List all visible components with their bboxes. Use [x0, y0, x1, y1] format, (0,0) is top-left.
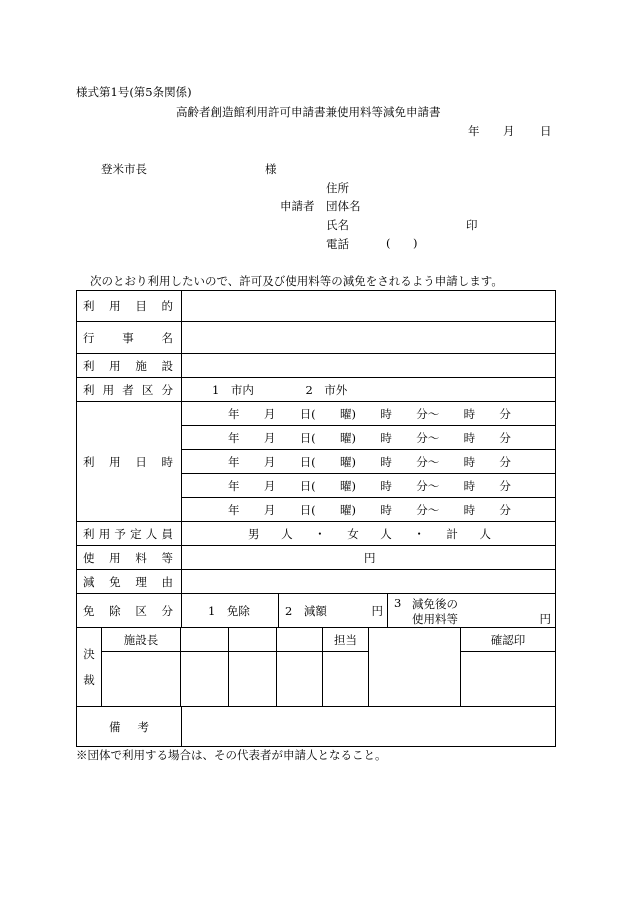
date-year: 年 — [468, 124, 480, 138]
label-fee: 使 用 料 等 — [77, 546, 182, 570]
fee-field[interactable] — [182, 546, 556, 570]
confirm-seal-header: 確認印 — [461, 628, 556, 652]
datetime-row[interactable]: 年 月 日( 曜) 時 分～ 時 分 — [182, 402, 556, 426]
exemption-field[interactable] — [182, 594, 556, 628]
label-datetime: 利 用 日 時 — [77, 402, 182, 522]
seal-box[interactable] — [229, 652, 277, 707]
form-title: 高齢者創造館利用許可申請書兼使用料等減免申請書 — [176, 105, 441, 119]
approval-blank — [369, 628, 461, 707]
user-class-option-outside[interactable]: 2 市外 — [305, 382, 348, 397]
label-reduction-reason: 減 免 理 由 — [77, 570, 182, 594]
datetime-row[interactable]: 年 月 日( 曜) 時 分～ 時 分 — [182, 498, 556, 522]
label-user-class: 利 用 者 区 分 — [77, 378, 182, 402]
event-field[interactable] — [182, 322, 556, 354]
addressee-name: 登米市長 — [101, 162, 147, 176]
confirm-seal-box[interactable] — [461, 652, 556, 707]
intro-text: 次のとおり利用したいので、許可及び使用料等の減免をされるよう申請します。 — [90, 274, 503, 288]
datetime-row[interactable]: 年 月 日( 曜) 時 分～ 時 分 — [182, 450, 556, 474]
label-purpose: 利 用 目 的 — [77, 291, 182, 322]
datetime-row[interactable]: 年 月 日( 曜) 時 分～ 時 分 — [182, 474, 556, 498]
approval-section — [77, 628, 556, 707]
remarks-field[interactable] — [182, 707, 556, 747]
applicant-phone-label: 電話 — [326, 237, 349, 251]
applicant-seal: 印 — [466, 218, 478, 232]
applicant-address-label: 住所 — [326, 181, 349, 195]
label-exemption-class: 免 除 区 分 — [77, 594, 182, 628]
addressee-honorific: 様 — [265, 162, 277, 176]
facility-field[interactable] — [182, 354, 556, 378]
datetime-row[interactable]: 年 月 日( 曜) 時 分～ 時 分 — [182, 426, 556, 450]
attendees-field[interactable]: 男 人 ・ 女 人 ・ 計 人 — [182, 522, 556, 546]
date-month: 月 — [503, 124, 515, 138]
applicant-name-label: 氏名 — [326, 218, 349, 232]
exemption-option-reduce[interactable]: 2 減額 円 — [279, 594, 388, 627]
staff-header: 担当 — [323, 628, 369, 652]
approval-label: 決 裁 — [77, 628, 102, 707]
application-table — [76, 290, 556, 747]
seal-box[interactable] — [181, 652, 229, 707]
label-attendees: 利 用 予 定 人 員 — [77, 522, 182, 546]
facility-head-header: 施設長 — [102, 628, 181, 652]
user-class-option-city[interactable]: 1 市内 — [212, 382, 254, 397]
exemption-option-full[interactable]: 1 免除 — [182, 594, 279, 627]
seal-box[interactable] — [323, 652, 369, 707]
seal-box[interactable] — [277, 652, 323, 707]
applicant-label: 申請者 — [280, 199, 315, 213]
footnote: ※団体で利用する場合は、その代表者が申請人となること。 — [76, 748, 387, 762]
form-number: 様式第1号(第5条関係) — [76, 85, 192, 99]
date-day: 日 — [540, 124, 552, 138]
purpose-field[interactable] — [182, 291, 556, 322]
applicant-org-label: 団体名 — [326, 199, 361, 213]
label-remarks: 備 考 — [77, 707, 182, 747]
label-event: 行 事 名 — [77, 322, 182, 354]
phone-paren-close: ) — [413, 236, 418, 250]
reduction-reason-field[interactable] — [182, 570, 556, 594]
label-facility: 利 用 施 設 — [77, 354, 182, 378]
exemption-option-after-fee[interactable]: 3 減免後の 使用料等 円 — [394, 596, 551, 626]
fee-unit: 円 — [364, 550, 376, 565]
phone-paren-open: ( — [386, 236, 391, 250]
user-class-field[interactable] — [182, 378, 556, 402]
